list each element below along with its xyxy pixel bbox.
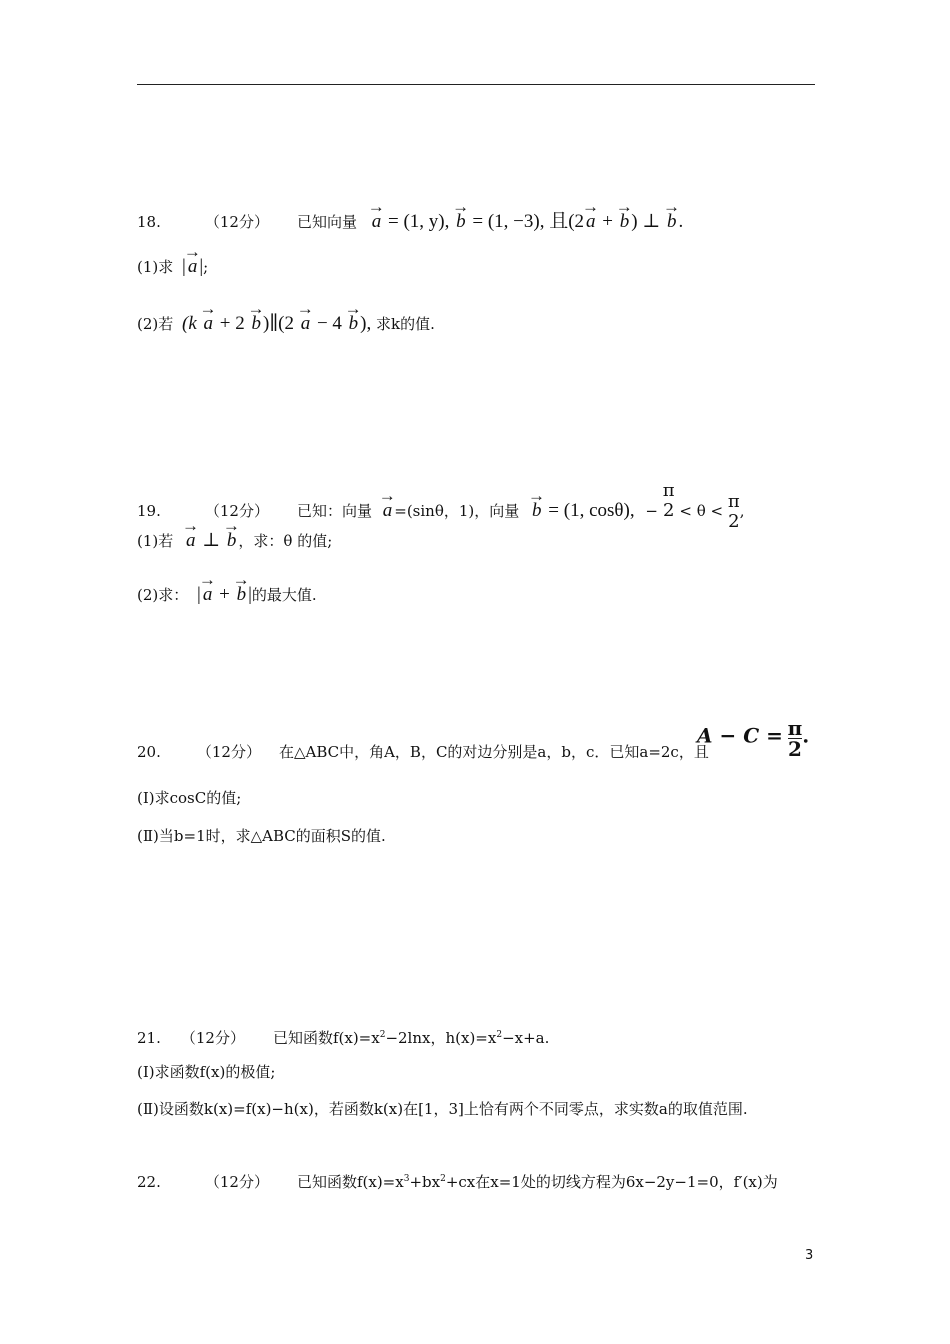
- q19-p2-plus: +: [219, 584, 230, 605]
- q20-number: 20.: [137, 743, 161, 761]
- q21-text-c: −x+a.: [502, 1029, 550, 1047]
- q19-comma: ,: [739, 502, 745, 520]
- q22-text: [297, 1169, 778, 1192]
- vector-a: → a: [584, 212, 598, 232]
- frac-den: 2: [662, 500, 675, 521]
- q18-p2-minus4: − 4: [316, 313, 342, 334]
- vector-b: → b: [454, 212, 468, 232]
- q20-text: 在△ABC中，角A，B，C的对边分别是a，b，c．已知a=2c，且: [278, 743, 709, 761]
- vector-a: → a: [381, 501, 395, 521]
- q22-text-a: 已知函数f(x)=x: [296, 1173, 404, 1191]
- q18-p2-plus2: + 2: [219, 313, 245, 334]
- q19-number: 19.: [137, 502, 161, 520]
- q21-line: [137, 1025, 549, 1048]
- q19-vector-b: [530, 500, 635, 521]
- q22-text-b: +bx: [409, 1173, 441, 1191]
- q20-score: （12分）: [196, 743, 261, 761]
- page-number: 3: [805, 1248, 814, 1263]
- q18-part1: [137, 257, 208, 277]
- q19-perp: ⊥: [202, 530, 221, 551]
- q18-eq-b: = (1, −3), 且(2: [472, 211, 585, 232]
- q22-text-c: +cx在x=1处的切线方程为6x−2y−1=0，f′(x)为: [445, 1173, 778, 1191]
- q18-p1-end: ;: [203, 258, 209, 276]
- q22-line: [137, 1169, 778, 1192]
- q18-p2-label: (2)若: [137, 315, 174, 333]
- q19-b-val: = (1, cosθ),: [548, 500, 635, 521]
- q19-p2-end: 的最大值.: [251, 586, 317, 604]
- q22-number: 22.: [137, 1173, 161, 1191]
- norm-a: |→ a |: [182, 256, 203, 277]
- frac-num: π: [727, 491, 740, 512]
- q19-score: （12分）: [204, 502, 269, 520]
- q19-minus: −: [645, 502, 658, 520]
- q19-part2: [137, 585, 317, 605]
- q18-end: .: [678, 211, 684, 232]
- frac-num: π: [662, 480, 675, 501]
- q22-score: （12分）: [204, 1173, 269, 1191]
- q21-part2: (Ⅱ)设函数k(x)=f(x)−h(x)，若函数k(x)在[1，3]上恰有两个不同零点，求实数a的取值范围.: [137, 1100, 748, 1118]
- q21-number: 21.: [137, 1029, 161, 1047]
- q20-part1: (Ⅰ)求cosC的值;: [137, 789, 242, 807]
- frac-num: π: [787, 716, 803, 740]
- q18-p2-formula: [182, 313, 376, 334]
- vector-b: → b: [347, 314, 361, 334]
- q19-p1-end: ，求：θ 的值;: [238, 532, 333, 550]
- q20-eq: A − C =: [697, 723, 783, 748]
- q18-score: （12分）: [204, 213, 269, 231]
- q20-formula: [697, 718, 809, 759]
- q19-lt-theta: < θ <: [679, 502, 724, 520]
- q19-intro: 已知：向量: [296, 502, 372, 520]
- q20-end: .: [802, 723, 810, 748]
- vector-a: → a: [186, 257, 200, 277]
- q21-text-b: −2lnx，h(x)=x: [385, 1029, 497, 1047]
- vector-b: → b: [530, 501, 544, 521]
- vector-a: → a: [370, 212, 384, 232]
- frac-den: 2: [787, 737, 802, 761]
- q18-perp: ) ⊥: [631, 211, 661, 232]
- frac-den: 2: [728, 511, 740, 532]
- q19-p1-label: (1)若: [137, 532, 174, 550]
- q18-p2-close: ),: [360, 313, 372, 334]
- q20-frac: [788, 718, 803, 759]
- q18-plus: +: [602, 211, 614, 232]
- vector-b: → b: [225, 531, 239, 551]
- q21-part1: (Ⅰ)求函数f(x)的极值;: [137, 1063, 276, 1081]
- vector-a: → a: [202, 314, 216, 334]
- vector-b: → b: [250, 314, 264, 334]
- q19-frac-left: [663, 481, 675, 521]
- q18-p2-mid: )∥(2: [263, 313, 294, 334]
- q18-intro: 已知向量: [296, 213, 357, 231]
- q21-text-a: 已知函数f(x)=x: [272, 1029, 380, 1047]
- q19-a-val: =(sinθ，1)，向量: [394, 502, 520, 520]
- q19-p1-formula: [184, 530, 238, 551]
- q19-p2-formula: |→ a + → b |: [197, 584, 252, 605]
- vector-b: → b: [665, 212, 679, 232]
- q20-line: [137, 742, 709, 762]
- q19-vector-a: [381, 500, 395, 521]
- vector-a: → a: [299, 314, 313, 334]
- q21-text: [273, 1025, 549, 1048]
- vector-a: → a: [184, 531, 198, 551]
- q18-p2-open: (k: [182, 313, 197, 334]
- q20-part2: (Ⅱ)当b=1时，求△ABC的面积S的值.: [137, 827, 386, 845]
- q18-p1-label: (1)求: [137, 258, 174, 276]
- header-rule: [137, 84, 815, 85]
- q18-number: 18.: [137, 213, 161, 231]
- vector-a: → a: [201, 585, 215, 605]
- q22-sup1: 3: [403, 1174, 410, 1184]
- q19-p2-label: (2)求：: [137, 586, 189, 604]
- q18-eq-a: = (1, y),: [388, 211, 450, 232]
- q19-frac-right: [728, 492, 740, 532]
- q21-sup1: 2: [379, 1030, 386, 1040]
- q21-score: （12分）: [180, 1029, 245, 1047]
- q18-formula: [370, 211, 683, 232]
- q18-p2-end: 求k的值.: [376, 315, 435, 333]
- q18-part2: [137, 314, 435, 334]
- vector-b: → b: [618, 212, 632, 232]
- vector-b: → b: [235, 585, 249, 605]
- q21-sup2: 2: [496, 1030, 503, 1040]
- q22-sup2: 2: [440, 1174, 446, 1184]
- q18-line: [137, 212, 683, 232]
- q19-part1: [137, 531, 332, 551]
